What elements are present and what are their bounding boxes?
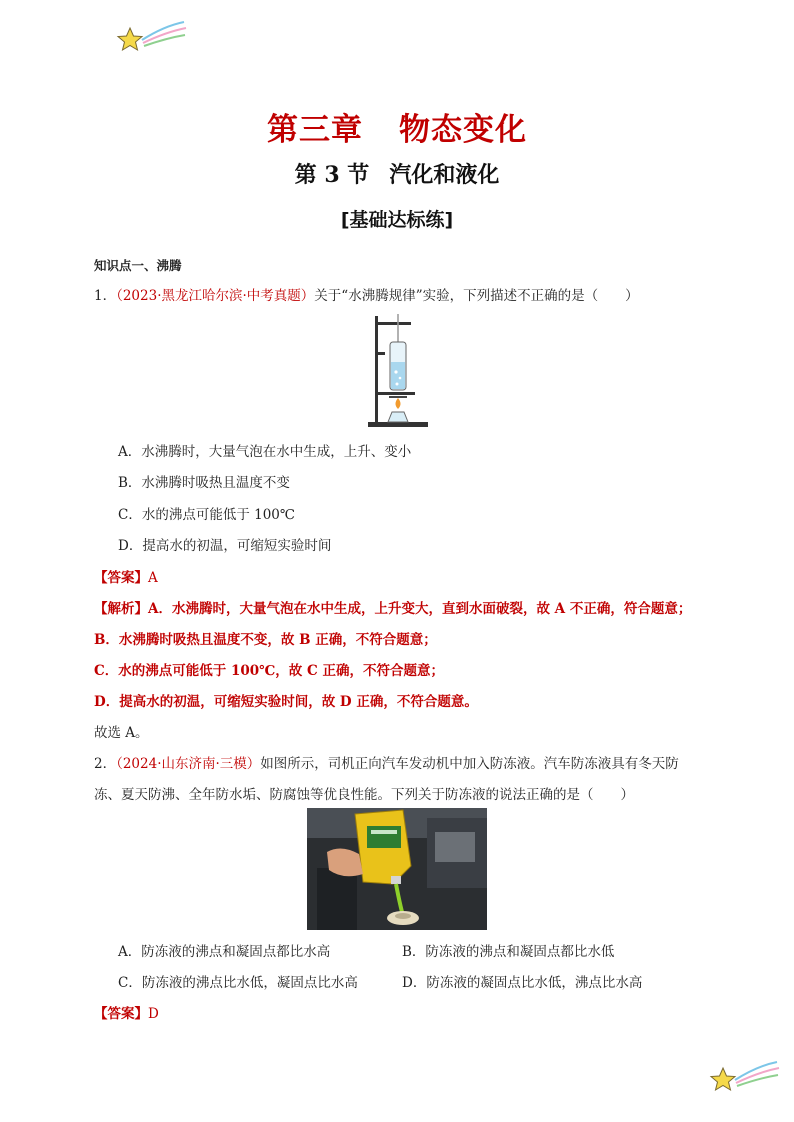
- practice-level-tag: [基础达标练]: [340, 209, 454, 231]
- question-text: 如图所示，司机正向汽车发动机中加入防冻液。汽车防冻液具有冬天防: [260, 756, 679, 772]
- question-text: 关于“水沸腾规律”实验，下列描述不正确的是（ ）: [314, 288, 639, 304]
- question-1-option-d: D．提高水的初温，可缩短实验时间: [118, 538, 332, 554]
- question-1-option-a: A．水沸腾时，大量气泡在水中生成，上升、变小: [118, 444, 412, 460]
- answer-value: D: [148, 1006, 159, 1022]
- analysis-text: A．水沸腾时，大量气泡在水中生成，上升变大，直到水面破裂，故 A 不正确，符合题意；: [148, 601, 692, 617]
- section-number: 第 3 节: [294, 162, 370, 188]
- question-1-stem: [94, 284, 639, 304]
- question-1-analysis-line-1: [94, 597, 691, 617]
- chapter-name: 物态变化: [399, 112, 527, 148]
- question-2-option-c: C．防冻液的沸点比水低，凝固点比水高: [118, 975, 358, 991]
- chapter-number: 第三章: [267, 112, 363, 148]
- answer-label: 【答案】: [94, 570, 148, 586]
- answer-value: A: [148, 570, 158, 586]
- question-2-option-d: D．防冻液的凝固点比水低，沸点比水高: [402, 975, 643, 991]
- antifreeze-pouring-photo: [307, 808, 487, 930]
- section-name: 汽化和液化: [389, 162, 500, 188]
- boiling-water-apparatus-figure: [368, 312, 444, 428]
- question-1-analysis-line-2: B．水沸腾时吸热且温度不变，故 B 正确，不符合题意；: [94, 632, 437, 648]
- question-2-answer: [94, 1002, 159, 1022]
- question-2-option-a: A．防冻液的沸点和凝固点都比水高: [118, 944, 331, 960]
- question-1-answer: [94, 566, 158, 586]
- question-2-stem-line-1: [94, 752, 679, 772]
- question-number: 1．: [94, 288, 117, 304]
- analysis-label: 【解析】: [94, 601, 148, 617]
- question-1-conclusion: 故选 A。: [94, 725, 149, 741]
- question-source: （2024·山东济南·三模）: [116, 756, 261, 772]
- question-2-stem-line-2: 冻、夏天防沸、全年防水垢、防腐蚀等优良性能。下列关于防冻液的说法正确的是（ ）: [94, 787, 634, 803]
- question-number: 2．: [94, 756, 117, 772]
- question-1-option-c: C．水的沸点可能低于 100℃: [118, 507, 295, 523]
- knowledge-point-heading: 知识点一、沸腾: [94, 258, 182, 273]
- answer-label: 【答案】: [94, 1006, 148, 1022]
- chapter-title: [0, 104, 794, 149]
- question-2-option-b: B．防冻液的沸点和凝固点都比水低: [402, 944, 615, 960]
- shooting-star-icon: [705, 1058, 781, 1098]
- shooting-star-icon: [112, 18, 188, 58]
- section-title: [0, 158, 794, 189]
- question-1-option-b: B．水沸腾时吸热且温度不变: [118, 475, 290, 491]
- question-1-analysis-line-3: C．水的沸点可能低于 100℃，故 C 正确，不符合题意；: [94, 663, 444, 679]
- question-source: （2023·黑龙江哈尔滨·中考真题）: [116, 288, 315, 304]
- question-1-analysis-line-4: D．提高水的初温，可缩短实验时间，故 D 正确，不符合题意。: [94, 694, 478, 710]
